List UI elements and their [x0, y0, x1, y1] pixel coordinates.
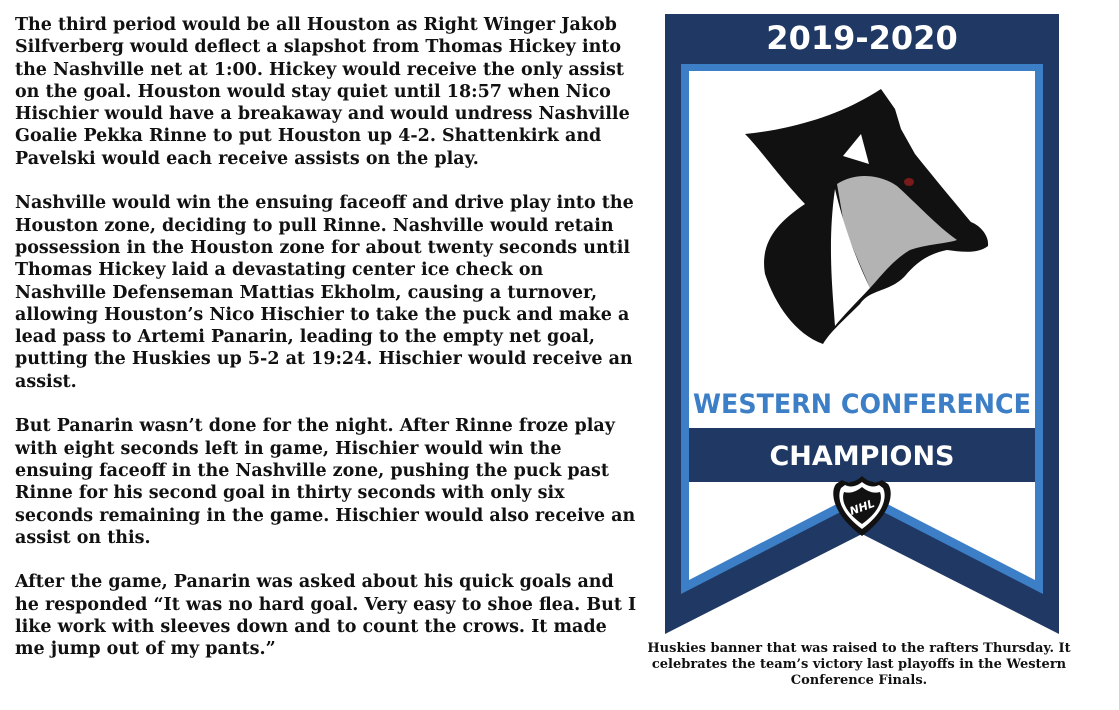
banner-champions-label: CHAMPIONS [769, 441, 955, 472]
banner-caption: Huskies banner that was raised to the rafters Thursday. It celebrates the team’s victory last playoffs in the Western Conference Finals. [647, 641, 1071, 688]
article-paragraph: The third period would be all Houston as Right Winger Jakob Silfverberg would deflect a slapshot from Thomas Hickey into the Nashville net at 1:00. Hickey would receive the only assist on the goal. Houston would stay quiet until 18:57 when Nico Hischier would have a breakaway and would undress Nashville Goalie Pekka Rinne to put Houston up 4-2. Shattenkirk and Pavelski would each receive assists on the play. [15, 15, 630, 169]
banner-season: 2019-2020 [766, 19, 958, 57]
article-paragraph: But Panarin wasn’t done for the night. After Rinne froze play with eight seconds left in game, Hischier would win the ensuing faceoff in the Nashville zone, pushing the puck past Rinne for his second goal in thirty seconds with only six seconds remaining in the game. Hischier would also receive an assist on this. [15, 416, 636, 548]
article-paragraph: Nashville would win the ensuing faceoff and drive play into the Houston zone, deciding to pull Rinne. Nashville would retain possession in the Houston zone for about twenty seconds until Thomas Hickey laid a devastating center ice check on Nashville Defenseman Mattias Ekholm, causing a turnover, allowing Houston’s Nico Hischier to take the puck and make a lead pass to Artemi Panarin, leading to the empty net goal, putting the Huskies up 5-2 at 19:24. Hischier would receive an assist. [15, 193, 634, 392]
article-paragraph: After the game, Panarin was asked about his quick goals and he responded “It was no hard goal. Very easy to shoe flea. But I like work with sleeves down and to count the crows. It made me jump out of my pants.” [15, 572, 637, 660]
championship-banner [665, 14, 1059, 634]
article-body [15, 14, 637, 683]
banner-conference-title: WESTERN CONFERENCE [693, 389, 1031, 420]
nhl-logo-text: NHL [848, 497, 877, 518]
